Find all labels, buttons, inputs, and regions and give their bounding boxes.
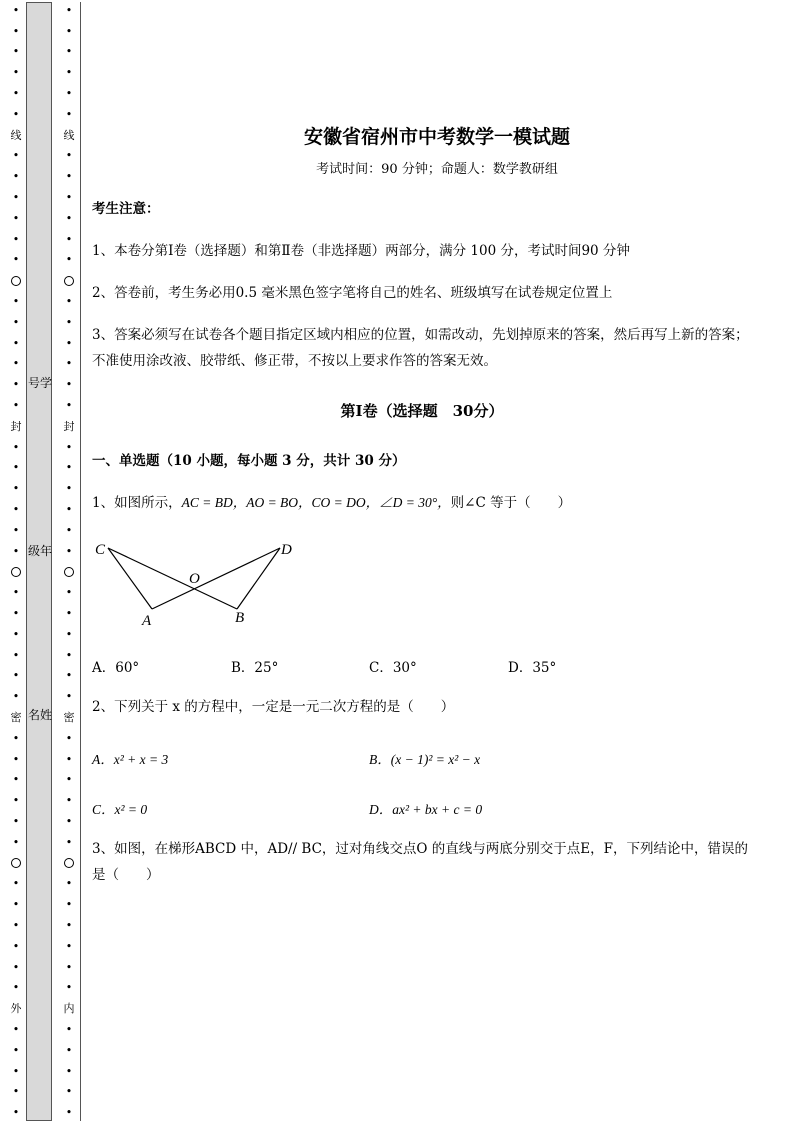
inner-dot: • — [65, 232, 73, 246]
notice-item-1: 1、本卷分第Ⅰ卷（选择题）和第Ⅱ卷（非选择题）两部分，满分 100 分，考试时间90 分钟 — [92, 243, 630, 259]
inner-dot: • — [65, 752, 73, 766]
outer-dot: • — [12, 1043, 20, 1057]
inner-dot: • — [65, 1085, 73, 1099]
inner-dot: • — [65, 544, 73, 558]
inner-dot: • — [65, 3, 73, 17]
outer-dot: • — [12, 981, 20, 995]
outer-dot: • — [12, 669, 20, 683]
inner-dot: • — [65, 586, 73, 600]
outer-dot: • — [12, 295, 20, 309]
inner-dot: • — [65, 835, 73, 849]
outer-dot: • — [12, 378, 20, 392]
outer-dot: • — [12, 3, 20, 17]
inner-dot: • — [65, 690, 73, 704]
circle-icon — [11, 858, 21, 868]
outer-dot: • — [12, 482, 20, 496]
outer-dot: • — [12, 440, 20, 454]
outer-dot: • — [12, 170, 20, 184]
inner-dot: • — [65, 1064, 73, 1078]
outer-dot: • — [12, 315, 20, 329]
inner-dot: • — [65, 461, 73, 475]
inner-dot: • — [65, 773, 73, 787]
outer-dot: • — [12, 503, 20, 517]
inner-dot: • — [65, 503, 73, 517]
outer-char: 密 — [10, 710, 22, 724]
question-2-option-a[interactable]: A．x² + x = 3 — [92, 752, 169, 767]
inner-dot: • — [65, 170, 73, 184]
inner-dot: • — [65, 731, 73, 745]
question-1-figure — [92, 536, 322, 636]
outer-dot: • — [12, 211, 20, 225]
circle-icon — [11, 567, 21, 577]
inner-dot: • — [65, 149, 73, 163]
outer-dot: • — [12, 648, 20, 662]
inner-dot: • — [65, 814, 73, 828]
outer-char: 封 — [10, 419, 22, 433]
inner-dot: • — [65, 918, 73, 932]
inner-char: 内 — [63, 1002, 75, 1016]
outer-dot: • — [12, 898, 20, 912]
question-1-option-a[interactable]: A．60° — [92, 660, 140, 676]
segment-ca — [108, 548, 152, 609]
inner-dot: • — [65, 877, 73, 891]
circle-icon — [64, 276, 74, 286]
circle-icon — [64, 858, 74, 868]
notice-heading: 考生注意： — [92, 201, 160, 217]
question-1-option-c[interactable]: C．30° — [369, 660, 417, 676]
inner-dot: • — [65, 211, 73, 225]
outer-dot: • — [12, 835, 20, 849]
outer-dot: • — [12, 149, 20, 163]
outer-dot: • — [12, 232, 20, 246]
inner-dot: • — [65, 45, 73, 59]
outer-dot: • — [12, 918, 20, 932]
name-label: 名姓 — [27, 708, 52, 722]
outer-dot: • — [12, 357, 20, 371]
question-1-option-b[interactable]: B．25° — [231, 660, 279, 676]
question-2-stem: 2、下列关于 x 的方程中，一定是一元二次方程的是（ ） — [92, 699, 455, 715]
outer-char: 线 — [10, 128, 22, 142]
outer-dot: • — [12, 87, 20, 101]
outer-dot: • — [12, 107, 20, 121]
inner-dot: • — [65, 1022, 73, 1036]
segment-db — [237, 548, 280, 609]
outer-dot: • — [12, 773, 20, 787]
inner-circle — [64, 562, 74, 583]
outer-dot: • — [12, 586, 20, 600]
outer-circle — [11, 270, 21, 291]
outer-dot: • — [12, 627, 20, 641]
inner-circle — [64, 853, 74, 874]
inner-char: 封 — [63, 419, 75, 433]
outer-dot: • — [12, 794, 20, 808]
point-o-label: O — [189, 571, 200, 587]
question-2-option-b[interactable]: B．(x − 1)² = x² − x — [369, 752, 481, 767]
inner-dot: • — [65, 399, 73, 413]
circle-icon — [64, 567, 74, 577]
outer-dot: • — [12, 1022, 20, 1036]
inner-dot: • — [65, 191, 73, 205]
outer-dot: • — [12, 399, 20, 413]
point-d-label: D — [281, 542, 292, 558]
exam-title: 安徽省宿州市中考数学一模试题 — [303, 126, 570, 148]
outer-circle — [11, 853, 21, 874]
outer-dot: • — [12, 877, 20, 891]
grade-label: 级年 — [27, 544, 52, 558]
inner-border-line — [80, 2, 81, 1121]
outer-dot: • — [12, 814, 20, 828]
inner-dot: • — [65, 607, 73, 620]
inner-char: 线 — [63, 128, 75, 142]
inner-dot: • — [65, 960, 73, 974]
outer-dot: • — [12, 690, 20, 704]
point-a-label: A — [142, 613, 152, 629]
outer-dot: • — [12, 607, 20, 620]
inner-dot: • — [65, 939, 73, 953]
inner-dot: • — [65, 648, 73, 662]
notice-item-2: 2、答卷前，考生务必用0.5 毫米黑色签字笔将自己的姓名、班级填写在试卷规定位置上 — [92, 285, 613, 301]
outer-dot: • — [12, 336, 20, 350]
outer-dot: • — [12, 1085, 20, 1099]
outer-dot: • — [12, 523, 20, 537]
outer-dot: • — [12, 45, 20, 59]
inner-dot: • — [65, 107, 73, 121]
outer-dot: • — [12, 1106, 20, 1120]
inner-seal-line — [58, 0, 80, 1123]
inner-dot: • — [65, 295, 73, 309]
inner-circle — [64, 270, 74, 291]
point-c-label: C — [95, 542, 106, 558]
question-1-conditions: AC = BD，AO = BO，CO = DO，∠D = 30°， — [181, 495, 451, 510]
inner-dot: • — [65, 523, 73, 537]
inner-dot: • — [65, 87, 73, 101]
outer-dot: • — [12, 960, 20, 974]
outer-dot: • — [12, 253, 20, 267]
inner-dot: • — [65, 24, 73, 38]
student-info-strip — [26, 2, 52, 1121]
question-2-option-d[interactable]: D．ax² + bx + c = 0 — [369, 802, 483, 817]
point-b-label: B — [235, 610, 245, 626]
question-1-suffix: 则∠C 等于（ ） — [450, 495, 572, 511]
inner-dot: • — [65, 482, 73, 496]
inner-dot: • — [65, 378, 73, 392]
inner-char: 密 — [63, 710, 75, 724]
outer-seal-line — [5, 0, 27, 1123]
inner-dot: • — [65, 357, 73, 371]
inner-dot: • — [65, 1043, 73, 1057]
circle-icon — [11, 276, 21, 286]
inner-dot: • — [65, 981, 73, 995]
section-title: 一、单选题（10 小题，每小题 3 分，共计 30 分） — [92, 453, 406, 469]
outer-dot: • — [12, 731, 20, 745]
inner-dot: • — [65, 627, 73, 641]
outer-circle — [11, 562, 21, 583]
outer-dot: • — [12, 752, 20, 766]
inner-dot: • — [65, 794, 73, 808]
question-1-stem — [92, 490, 752, 516]
inner-dot: • — [65, 1106, 73, 1120]
inner-dot: • — [65, 315, 73, 329]
question-1-prefix: 1、如图所示， — [92, 495, 182, 511]
inner-dot: • — [65, 669, 73, 683]
outer-dot: • — [12, 1064, 20, 1078]
outer-dot: • — [12, 544, 20, 558]
question-2-option-c[interactable]: C．x² = 0 — [92, 802, 148, 817]
outer-dot: • — [12, 461, 20, 475]
outer-dot: • — [12, 66, 20, 80]
outer-char: 外 — [10, 1002, 22, 1016]
part-title: 第Ⅰ卷（选择题 30分） — [340, 402, 504, 420]
inner-dot: • — [65, 898, 73, 912]
question-3-stem: 3、如图，在梯形ABCD 中，AD// BC，过对角线交点O 的直线与两底分别交于点E，F，下列结论中，错误的是（ ） — [92, 841, 748, 883]
inner-dot: • — [65, 336, 73, 350]
question-1-option-d[interactable]: D．35° — [508, 660, 557, 676]
outer-dot: • — [12, 939, 20, 953]
outer-dot: • — [12, 191, 20, 205]
inner-dot: • — [65, 66, 73, 80]
exam-subtitle: 考试时间：90 分钟；命题人：数学教研组 — [316, 162, 558, 177]
outer-dot: • — [12, 24, 20, 38]
inner-dot: • — [65, 440, 73, 454]
inner-dot: • — [65, 253, 73, 267]
student-number-label: 号学 — [27, 376, 52, 390]
notice-item-3: 3、答案必须写在试卷各个题目指定区域内相应的位置，如需改动，先划掉原来的答案，然后再写上新的答案；不准使用涂改液、胶带纸、修正带，不按以上要求作答的答案无效。 — [92, 327, 749, 369]
